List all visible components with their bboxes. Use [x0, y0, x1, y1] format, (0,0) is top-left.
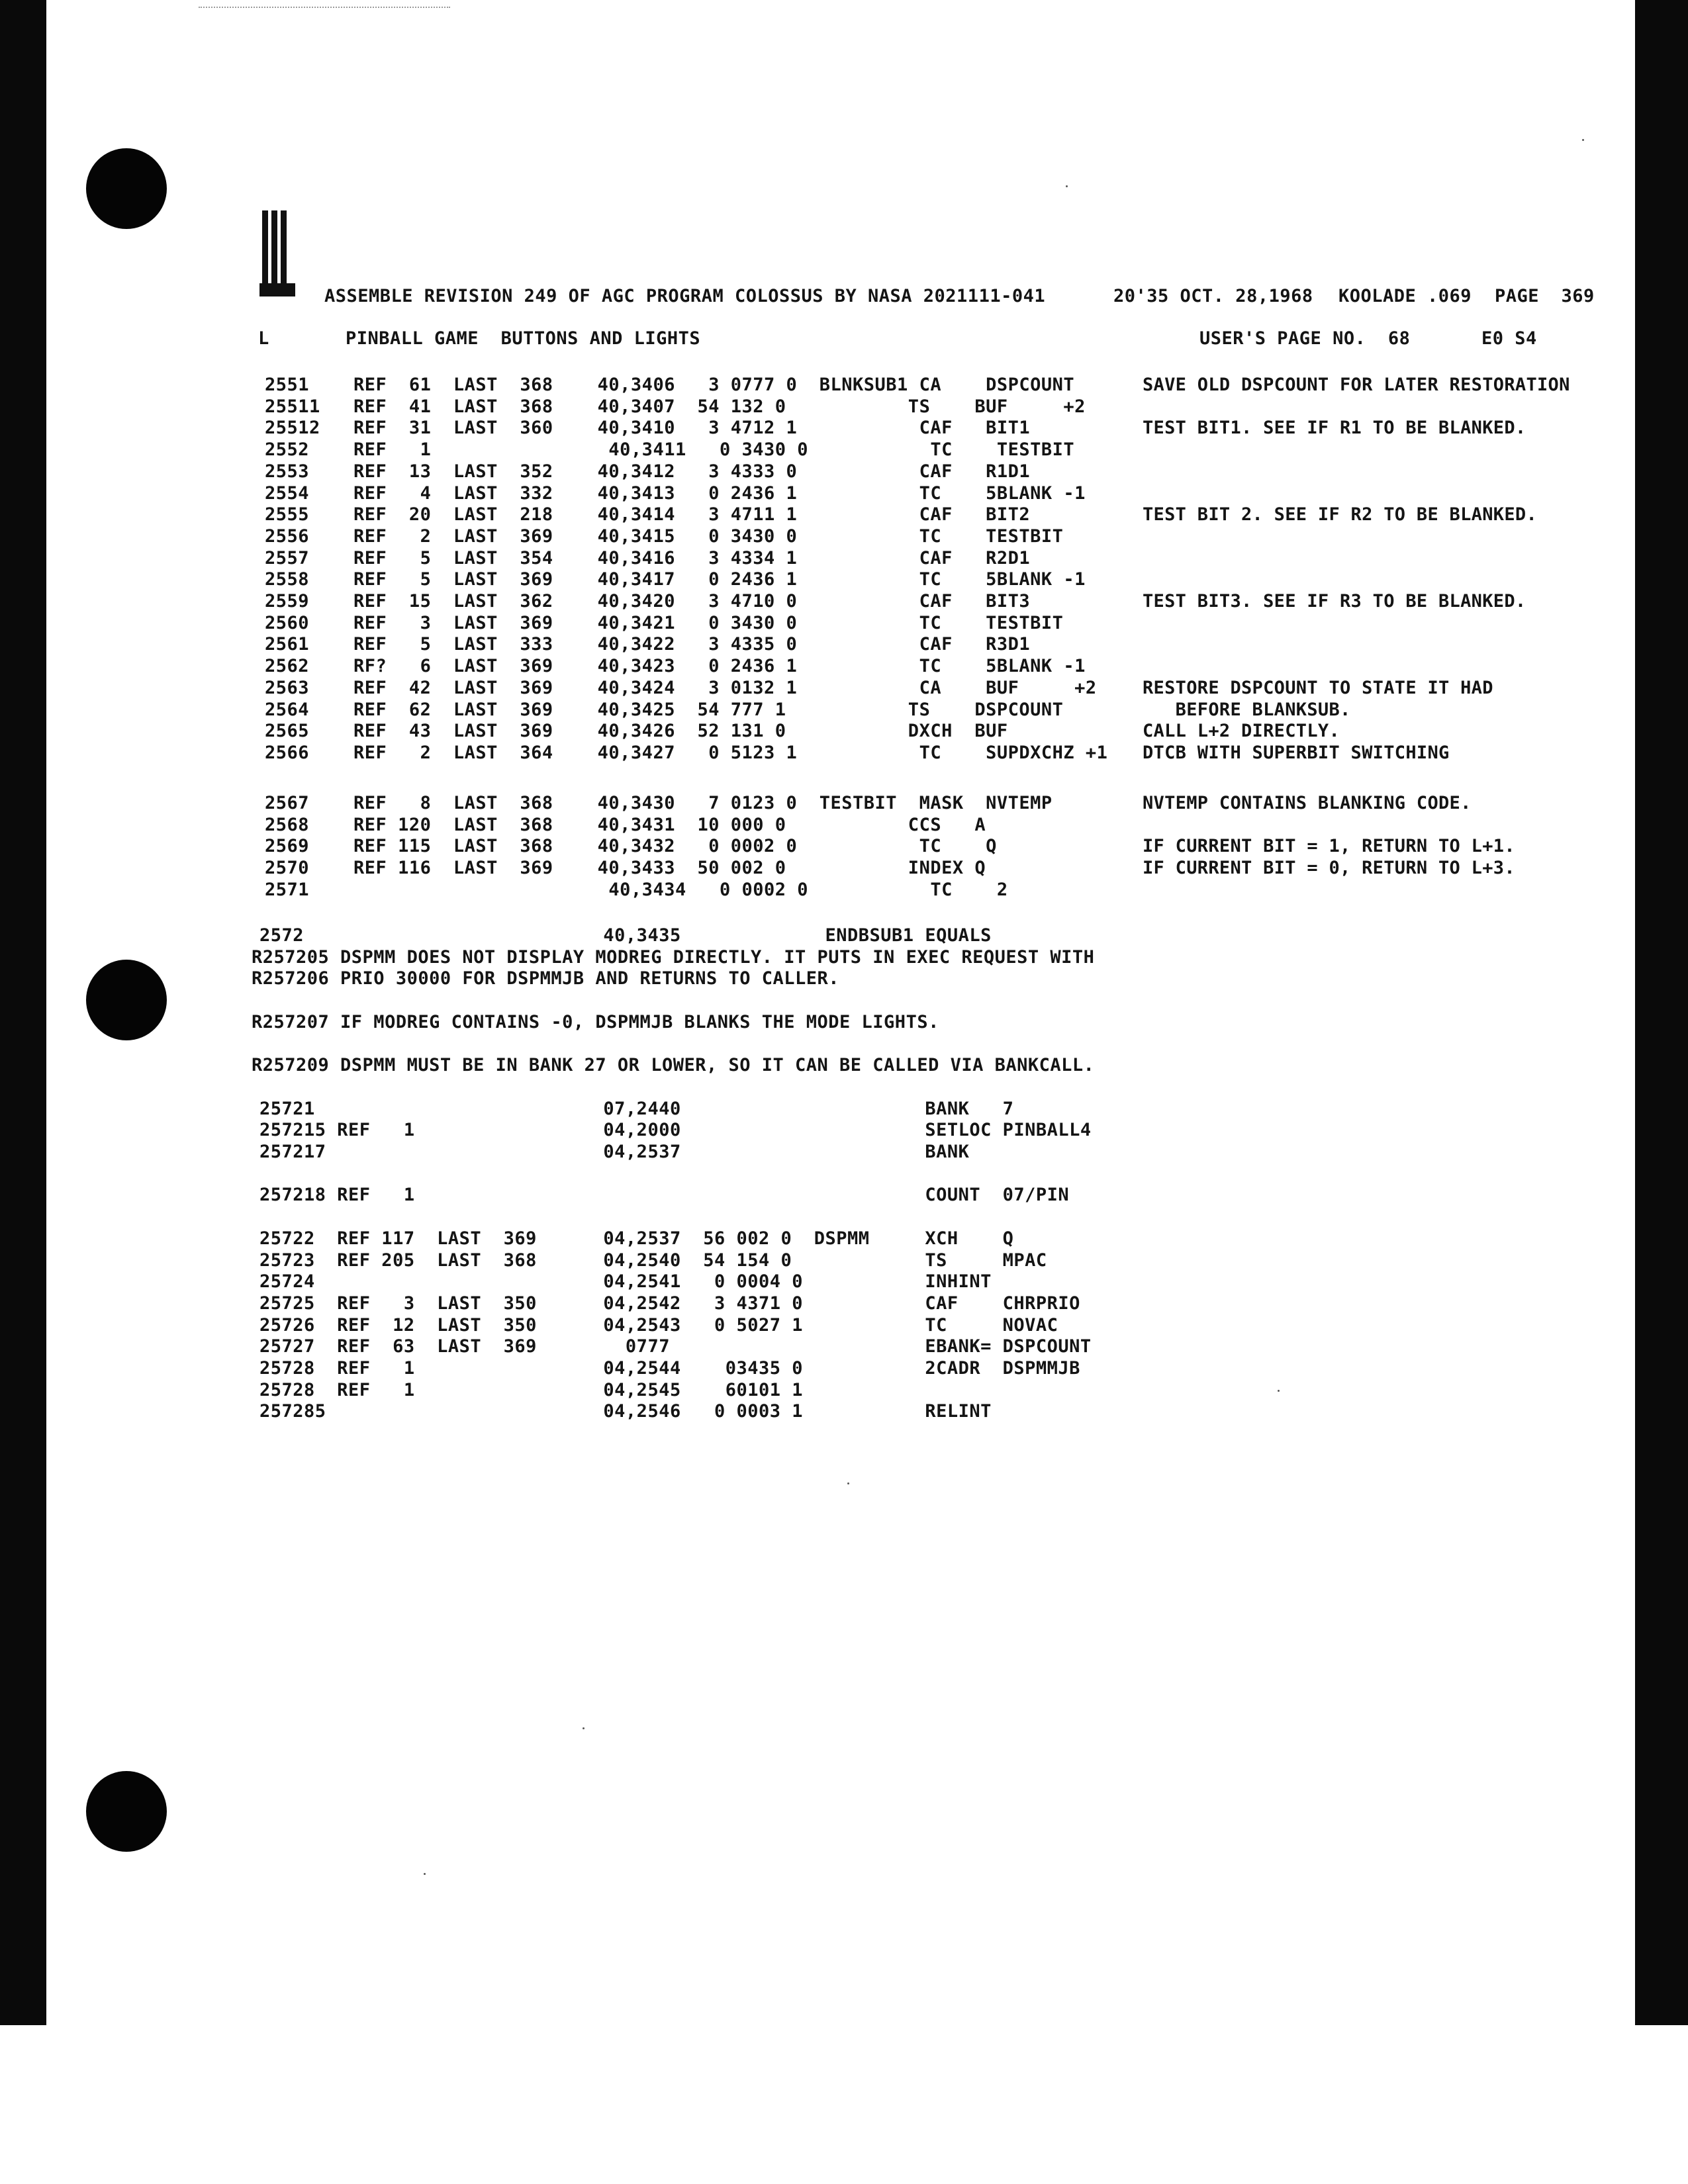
listing-comment: TEST BIT3. SEE IF R3 TO BE BLANKED.: [1143, 591, 1526, 612]
listing-line: 25728 REF 1 04,2545 60101 1: [259, 1380, 804, 1400]
listing-comment: TEST BIT 2. SEE IF R2 TO BE BLANKED.: [1143, 504, 1537, 525]
listing-line: 2563 REF 42 LAST 369 40,3424 3 0132 1 CA BUF +2: [265, 678, 1097, 698]
punch-hole-top: [86, 148, 167, 229]
listing-line: 25512 REF 31 LAST 360 40,3410 3 4712 1 CAF BIT1: [265, 418, 1031, 438]
listing-comment: BEFORE BLANKSUB.: [1143, 700, 1351, 720]
listing-line: 25723 REF 205 LAST 368 04,2540 54 154 0 TS MPAC: [259, 1250, 1047, 1271]
listing-line: 2569 REF 115 LAST 368 40,3432 0 0002 0 TC Q: [265, 836, 997, 856]
listing-line: R257207 IF MODREG CONTAINS -0, DSPMMJB BLANKS THE MODE LIGHTS.: [252, 1012, 939, 1032]
listing-comment: NVTEMP CONTAINS BLANKING CODE.: [1143, 793, 1472, 813]
header-page: PAGE 369: [1495, 286, 1595, 306]
listing-line: 257217 04,2537 BANK: [259, 1142, 970, 1162]
top-edge-mark: [199, 7, 450, 8]
listing-line: 25724 04,2541 0 0004 0 INHINT: [259, 1271, 992, 1292]
scan-speck: [1582, 139, 1584, 141]
listing-line: 2566 REF 2 LAST 364 40,3427 0 5123 1 TC SUPDXCHZ +1: [265, 743, 1108, 763]
listing-line: 2555 REF 20 LAST 218 40,3414 3 4711 1 CAF BIT2: [265, 504, 1031, 525]
listing-line: 257215 REF 1 04,2000 SETLOC PINBALL4: [259, 1120, 1092, 1140]
listing-line: 2567 REF 8 LAST 368 40,3430 7 0123 0 TESTBIT MASK NVTEMP: [265, 793, 1053, 813]
listing-line: 2571 40,3434 0 0002 0 TC 2: [265, 880, 1008, 900]
listing-line: 257218 REF 1 COUNT 07/PIN: [259, 1185, 1070, 1205]
listing-line: 2568 REF 120 LAST 368 40,3431 10 000 0 CCS A: [265, 815, 986, 835]
scan-speck: [847, 1482, 849, 1484]
scan-speck: [583, 1727, 585, 1729]
listing-comment: IF CURRENT BIT = 1, RETURN TO L+1.: [1143, 836, 1515, 856]
listing-comment: TEST BIT1. SEE IF R1 TO BE BLANKED.: [1143, 418, 1526, 438]
listing-line: 25728 REF 1 04,2544 03435 0 2CADR DSPMMJB: [259, 1358, 1080, 1379]
e-mark: E0 S4: [1481, 328, 1537, 349]
listing-comment: CALL L+2 DIRECTLY.: [1143, 721, 1340, 741]
scan-border-right: [1635, 0, 1688, 2025]
header-user: KOOLADE .069: [1338, 286, 1472, 306]
listing-line: 2565 REF 43 LAST 369 40,3426 52 131 0 DXCH BUF: [265, 721, 1008, 741]
listing-line: 25727 REF 63 LAST 369 0777 EBANK= DSPCOUNT: [259, 1336, 1092, 1357]
listing-line: 2552 REF 1 40,3411 0 3430 0 TC TESTBIT: [265, 439, 1075, 460]
listing-line: 2572 40,3435 ENDBSUB1 EQUALS: [259, 925, 992, 946]
listing-line: 2556 REF 2 LAST 369 40,3415 0 3430 0 TC TESTBIT: [265, 526, 1064, 547]
listing-line: 2562 RF? 6 LAST 369 40,3423 0 2436 1 TC 5BLANK -1: [265, 656, 1086, 676]
scan-border-left: [0, 0, 46, 2025]
listing-line: 2553 REF 13 LAST 352 40,3412 3 4333 0 CAF R1D1: [265, 461, 1031, 482]
listing-line: 2564 REF 62 LAST 369 40,3425 54 777 1 TS DSPCOUNT: [265, 700, 1064, 720]
scan-speck: [424, 1873, 426, 1875]
listing-line: 257285 04,2546 0 0003 1 RELINT: [259, 1401, 992, 1422]
listing-line: 25725 REF 3 LAST 350 04,2542 3 4371 0 CAF CHRPRIO: [259, 1293, 1080, 1314]
listing-comment: SAVE OLD DSPCOUNT FOR LATER RESTORATION: [1143, 375, 1570, 395]
section-letter: L: [258, 328, 269, 349]
listing-line: R257206 PRIO 30000 FOR DSPMMJB AND RETURNS TO CALLER.: [252, 968, 840, 989]
listing-line: 2551 REF 61 LAST 368 40,3406 3 0777 0 BLNKSUB1 CA DSPCOUNT: [265, 375, 1075, 395]
punch-hole-bottom: [86, 1771, 167, 1852]
header-title: ASSEMBLE REVISION 249 OF AGC PROGRAM COLOSSUS BY NASA 2021111-041: [324, 286, 1046, 306]
scan-speck: [1278, 1390, 1280, 1392]
listing-line: 2559 REF 15 LAST 362 40,3420 3 4710 0 CAF BIT3: [265, 591, 1031, 612]
listing-line: 25726 REF 12 LAST 350 04,2543 0 5027 1 TC NOVAC: [259, 1315, 1058, 1336]
user-page-number: USER'S PAGE NO. 68: [1199, 328, 1411, 349]
listing-comment: RESTORE DSPCOUNT TO STATE IT HAD: [1143, 678, 1493, 698]
binder-mark-icon: [262, 210, 290, 300]
section-title: PINBALL GAME BUTTONS AND LIGHTS: [346, 328, 701, 349]
listing-line: R257209 DSPMM MUST BE IN BANK 27 OR LOWER, SO IT CAN BE CALLED VIA BANKCALL.: [252, 1055, 1095, 1075]
listing-line: 2554 REF 4 LAST 332 40,3413 0 2436 1 TC 5BLANK -1: [265, 483, 1086, 504]
listing-line: 2558 REF 5 LAST 369 40,3417 0 2436 1 TC 5BLANK -1: [265, 569, 1086, 590]
listing-line: 2570 REF 116 LAST 369 40,3433 50 002 0 INDEX Q: [265, 858, 986, 878]
listing-line: 2560 REF 3 LAST 369 40,3421 0 3430 0 TC TESTBIT: [265, 613, 1064, 633]
listing-line: 2561 REF 5 LAST 333 40,3422 3 4335 0 CAF R3D1: [265, 634, 1031, 655]
header-datetime: 20'35 OCT. 28,1968: [1113, 286, 1313, 306]
scan-speck: [1066, 185, 1068, 187]
listing-line: 25511 REF 41 LAST 368 40,3407 54 132 0 TS BUF +2: [265, 396, 1086, 417]
listing-line: 2557 REF 5 LAST 354 40,3416 3 4334 1 CAF R2D1: [265, 548, 1031, 569]
listing-comment: IF CURRENT BIT = 0, RETURN TO L+3.: [1143, 858, 1515, 878]
listing-line: 25721 07,2440 BANK 7: [259, 1099, 1014, 1119]
listing-line: 25722 REF 117 LAST 369 04,2537 56 002 0 DSPMM XCH Q: [259, 1228, 1014, 1249]
punch-hole-middle: [86, 960, 167, 1040]
listing-comment: DTCB WITH SUPERBIT SWITCHING: [1143, 743, 1450, 763]
listing-line: R257205 DSPMM DOES NOT DISPLAY MODREG DIRECTLY. IT PUTS IN EXEC REQUEST WITH: [252, 947, 1095, 968]
